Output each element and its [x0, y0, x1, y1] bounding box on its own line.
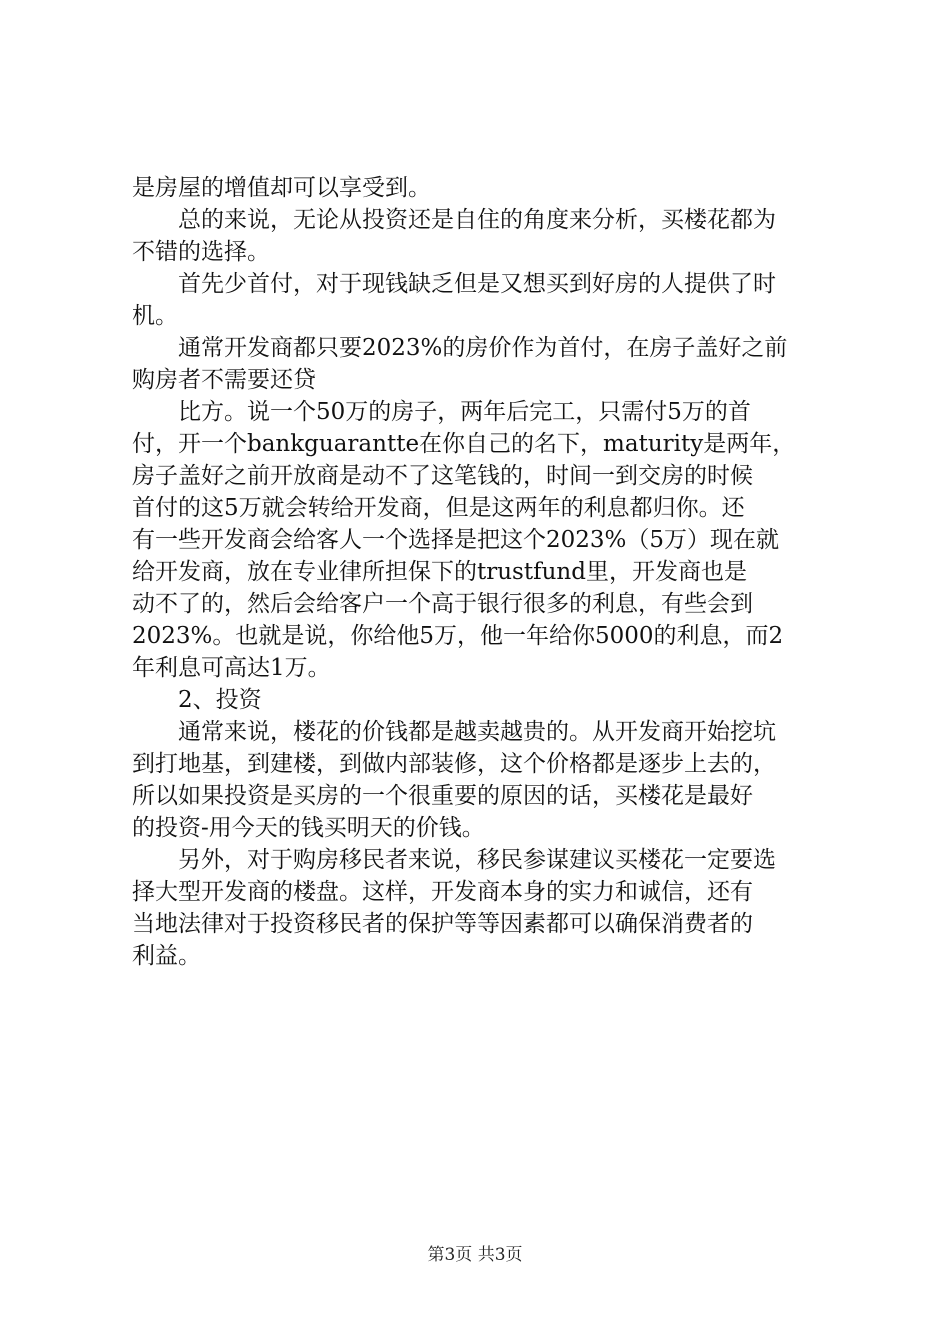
- page-footer: 第3页 共3页: [427, 1245, 523, 1265]
- text-line: 2、投资: [178, 687, 262, 713]
- text-line: 房子盖好之前开放商是动不了这笔钱的，时间一到交房的时候: [132, 463, 753, 489]
- text-line: 择大型开发商的楼盘。这样，开发商本身的实力和诚信，还有: [132, 879, 753, 905]
- text-line: 到打地基，到建楼，到做内部装修，这个价格都是逐步上去的，: [132, 751, 776, 777]
- text-line: 比方。说一个50万的房子，两年后完工，只需付5万的首: [178, 399, 751, 425]
- text-line: 有一些开发商会给客人一个选择是把这个2023%（5万）现在就: [132, 527, 780, 553]
- text-line: 是房屋的增值却可以享受到。: [132, 175, 431, 201]
- text-line: 首付的这5万就会转给开发商，但是这两年的利息都归你。还: [132, 495, 745, 521]
- text-line: 购房者不需要还贷: [132, 367, 316, 393]
- text-line: 2023%。也就是说，你给他5万，他一年给你5000的利息，而2: [132, 623, 784, 649]
- text-line: 通常开发商都只要2023%的房价作为首付，在房子盖好之前: [178, 335, 788, 361]
- text-line: 另外，对于购房移民者来说，移民参谋建议买楼花一定要选: [178, 847, 776, 873]
- text-line: 利益。: [132, 943, 201, 969]
- text-line: 当地法律对于投资移民者的保护等等因素都可以确保消费者的: [132, 911, 753, 937]
- text-line: 不错的选择。: [132, 239, 270, 265]
- text-line: 付，开一个bankguarantte在你自己的名下，maturity是两年，: [132, 431, 796, 457]
- document-body: [132, 172, 832, 972]
- text-line: 给开发商，放在专业律所担保下的trustfund里，开发商也是: [132, 559, 747, 585]
- text-line: 首先少首付，对于现钱缺乏但是又想买到好房的人提供了时: [178, 271, 776, 297]
- text-line: 通常来说，楼花的价钱都是越卖越贵的。从开发商开始挖坑: [178, 719, 776, 745]
- text-line: 所以如果投资是买房的一个很重要的原因的话，买楼花是最好: [132, 783, 753, 809]
- text-line: 动不了的，然后会给客户一个高于银行很多的利息，有些会到: [132, 591, 753, 617]
- text-line: 机。: [132, 303, 178, 329]
- text-line: 总的来说，无论从投资还是自住的角度来分析，买楼花都为: [178, 207, 776, 233]
- text-line: 的投资-用今天的钱买明天的价钱。: [132, 815, 485, 841]
- text-line: 年利息可高达1万。: [132, 655, 331, 681]
